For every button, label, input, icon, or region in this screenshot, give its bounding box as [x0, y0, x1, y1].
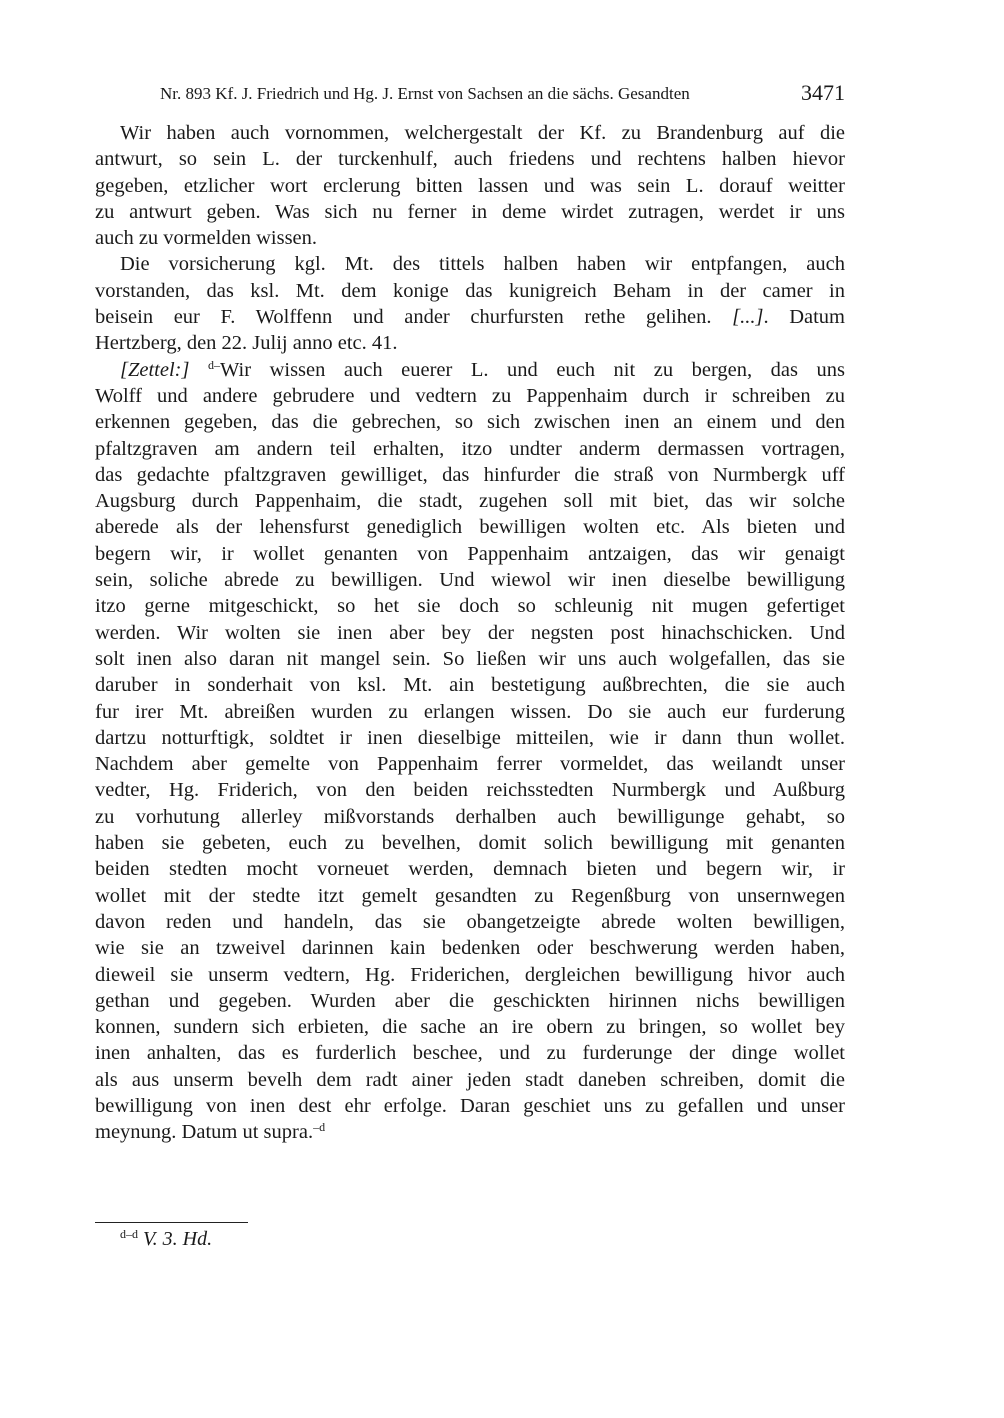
text-line: [95, 1093, 845, 1119]
text-span: konnen, sundern sich erbieten, die sache an ire obern zu bringen, so wollet bey: [95, 1016, 845, 1039]
text-line: [95, 777, 845, 803]
text-line: vorstanden, das ksl. Mt. dem konige das kunigreich Beham in der camer in: [95, 279, 845, 302]
text-span: Wir wissen auch euerer L. und euch nit zu bergen, das uns: [220, 358, 846, 381]
text-line: Wir haben auch vornommen, welchergestalt der Kf. zu Brandenburg auf die: [120, 122, 845, 144]
text-line: zu antwurt geben. Was sich nu ferner in deme wirdet zutragen, werdet ir uns: [95, 200, 845, 223]
text-line: [95, 751, 845, 777]
running-header: [160, 80, 845, 108]
text-line: Hertzberg, den 22. Julij anno etc. 41.: [95, 332, 398, 355]
text-line: [95, 962, 845, 988]
text-line: antwurt, so sein L. der turckenhulf, auch friedens und rechtens halben hievor: [95, 148, 845, 171]
paragraph-1: [95, 120, 845, 251]
text-span: gethan und gegeben. Wurden aber die geschickten hirinnen nichs bewilligen: [95, 989, 845, 1012]
paragraph-2: [95, 251, 845, 356]
text-span: Nachdem aber gemelte von Pappenhaim ferrer vormeldet, das weilandt unser: [95, 753, 845, 776]
text-span: dieweil sie unserm vedtern, Hg. Friderichen, dergleichen bewilligung hivor auch: [95, 963, 845, 986]
text-line: [95, 436, 845, 462]
page-number: 3471: [801, 80, 845, 105]
text-span: werden. Wir wolten sie inen aber bey der negsten post hinachschicken. Und: [95, 621, 845, 644]
text-span: beiden stedten mocht vorneuet werden, demnach bieten und begern wir, ir: [95, 858, 845, 881]
text-line: [95, 488, 845, 514]
text-span: aberede als der lehensfurst genediglich bewilligen wolten etc. Als bieten und: [95, 516, 845, 539]
text-line: [95, 935, 845, 961]
text-span: . Datum: [763, 306, 845, 329]
text-line: [95, 462, 845, 488]
text-span: wie sie an tzweivel darinnen kain bedenken oder beschwerung werden haben,: [95, 937, 845, 960]
footnote-close-mark: –d: [313, 1120, 326, 1135]
footnote-mark: d–d: [120, 1227, 138, 1241]
text-line: [95, 804, 845, 830]
text-line: [95, 567, 845, 593]
text-span: haben sie gebeten, euch zu bevelhen, domit solich bewilligung mit genanten: [95, 832, 845, 855]
text-span: vedter, Hg. Friderich, von den beiden reichsstedten Nurmbergk und Außburg: [95, 779, 845, 802]
text-line: [95, 1040, 845, 1066]
text-line: [95, 620, 845, 646]
text-line: [95, 383, 845, 409]
text-line: [95, 514, 845, 540]
text-span: als aus unserm bevelh dem radt ainer jeden stadt daneben schreiben, domit die: [95, 1068, 845, 1091]
text-line: [95, 672, 845, 698]
text-line: [95, 646, 845, 672]
footnote-open-mark: d–: [208, 357, 220, 372]
zettel-label: [Zettel:]: [120, 358, 190, 381]
text-line: [95, 357, 845, 383]
text-line: [95, 699, 845, 725]
text-line: [95, 830, 845, 856]
text-span: inen anhalten, das es furderlich beschee, und zu furderunge der dinge wollet: [95, 1042, 845, 1065]
text-span: davon reden und handeln, das sie obangetzeigte abrede wolten bewilligen,: [95, 910, 845, 933]
text-span: begern wir, ir wollet genanten von Pappenhaim antzaigen, das wir genaigt: [95, 542, 845, 565]
footnote: [120, 1228, 212, 1251]
text-span: daruber in sonderhait von ksl. Mt. ain bestetigung außbrechten, die sie auch: [95, 674, 845, 697]
text-line: gegeben, etzlicher wort erclerung bitten lassen und was sein L. dorauf weitter: [95, 174, 845, 197]
footnote-text: V. 3. Hd.: [143, 1228, 213, 1250]
text-line: Die vorsicherung kgl. Mt. des tittels halben haben wir entpfangen, auch: [120, 253, 845, 276]
text-span: solt inen also daran nit mangel sein. So ließen wir uns auch wolgefallen, das sie: [95, 647, 845, 670]
text-span: itzo gerne mitgeschickt, so het sie doch so schleunig nit mugen gefertiget: [95, 595, 845, 618]
running-title: Nr. 893 Kf. J. Friedrich und Hg. J. Ernst von Sachsen an die sächs. Gesandten: [160, 84, 690, 103]
text-line: [95, 1014, 845, 1040]
main-text: [95, 120, 845, 1146]
text-span: dartzu notturftigk, soldtet ir inen dieselbige mitteilen, wie ir dann thun wollet.: [95, 726, 845, 749]
text-span: erkennen gegeben, das die gebrechen, so sich zwischen inen an einem und den: [95, 411, 845, 434]
text-line: [95, 883, 845, 909]
text-span: pfaltzgraven am andern teil erhalten, itzo undter anderm dermassen vortragen,: [95, 437, 845, 460]
text-line: [95, 988, 845, 1014]
text-span: sein, soliche abrede zu bewilligen. Und wiewol wir inen dieselbe bewilligung: [95, 569, 845, 592]
text-line: [95, 304, 845, 330]
text-span: Wolff und andere gebrudere und vedtern zu Pappenhaim durch ir schreiben zu: [95, 384, 845, 407]
text-line: [95, 725, 845, 751]
text-span: das gedachte pfaltzgraven gewilliget, das hinfurder die straß von Nurmbergk uff: [95, 463, 845, 486]
text-span: meynung. Datum ut supra.: [95, 1121, 314, 1144]
text-line: [95, 1067, 845, 1093]
text-line: [95, 409, 845, 435]
text-line: [95, 856, 845, 882]
text-line: [95, 909, 845, 935]
text-line: [95, 1119, 845, 1145]
footnote-rule: [95, 1222, 248, 1223]
paragraph-3-zettel: [95, 357, 845, 1146]
text-span: Augsburg durch Pappenhaim, die stadt, zugehen soll mit biet, das wir solche: [95, 490, 845, 513]
text-span: bewilligung von inen dest ehr erfolge. Daran geschiet uns zu gefallen und unser: [95, 1094, 845, 1117]
text-line: auch zu vormelden wissen.: [95, 227, 318, 250]
text-span: zu vorhutung allerley mißvorstands derhalben auch bewilligunge gehabt, so: [95, 805, 845, 828]
omission-mark: [...]: [732, 306, 764, 329]
text-line: [95, 541, 845, 567]
text-span: beisein eur F. Wolffenn und ander churfursten rethe gelihen.: [95, 306, 733, 329]
text-span: wollet mit der stedte itzt gemelt gesandten zu Regenßburg von unsernwegen: [95, 884, 845, 907]
text-line: [95, 593, 845, 619]
text-span: fur irer Mt. abreißen wurden zu erlangen wissen. Do sie auch eur furderung: [95, 700, 845, 723]
